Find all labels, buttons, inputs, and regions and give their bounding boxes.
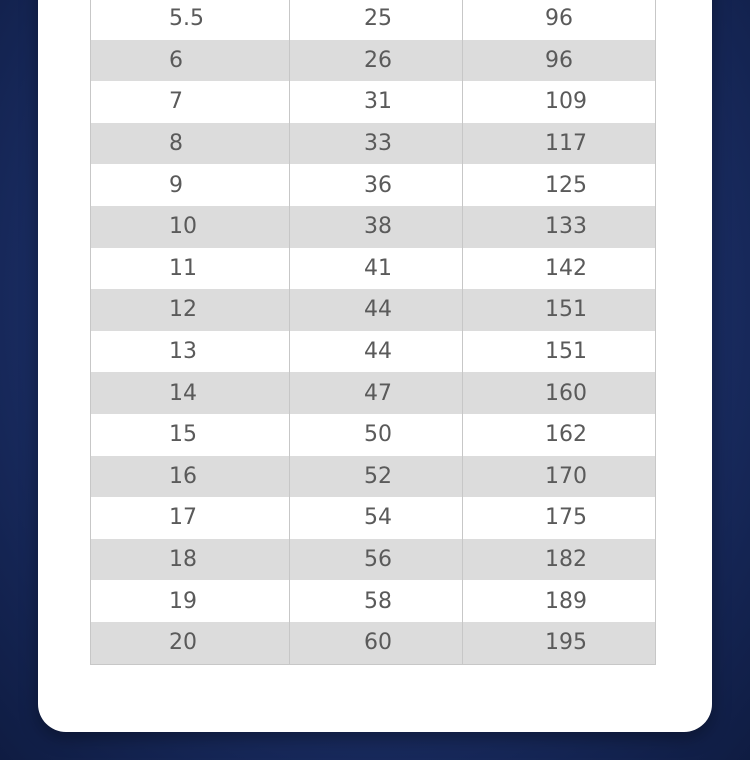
table-row — [91, 622, 656, 664]
table-cell: 125 — [463, 164, 656, 206]
table-cell: 20 — [91, 622, 290, 664]
table-cell: 12 — [91, 289, 290, 331]
table-cell: 5.5 — [91, 0, 290, 40]
table-cell: 133 — [463, 206, 656, 248]
table-cell: 9 — [91, 164, 290, 206]
table-cell: 19 — [91, 580, 290, 622]
table-cell: 41 — [290, 248, 463, 290]
table-row — [91, 164, 656, 206]
table-cell: 56 — [290, 539, 463, 581]
table-row — [91, 81, 656, 123]
table-row — [91, 372, 656, 414]
table-cell: 13 — [91, 331, 290, 373]
table-cell: 44 — [290, 331, 463, 373]
table-row — [91, 123, 656, 165]
table-cell: 162 — [463, 414, 656, 456]
table-cell: 44 — [290, 289, 463, 331]
table-cell: 11 — [91, 248, 290, 290]
table-cell: 15 — [91, 414, 290, 456]
table-cell: 195 — [463, 622, 656, 664]
table-cell: 60 — [290, 622, 463, 664]
table-row — [91, 497, 656, 539]
table-row — [91, 539, 656, 581]
table-cell: 109 — [463, 81, 656, 123]
table-cell: 142 — [463, 248, 656, 290]
table-row — [91, 580, 656, 622]
table-cell: 25 — [290, 0, 463, 40]
table-row — [91, 40, 656, 82]
table-cell: 26 — [290, 40, 463, 82]
table-cell: 117 — [463, 123, 656, 165]
table-cell: 96 — [463, 40, 656, 82]
table-cell: 160 — [463, 372, 656, 414]
table-cell: 38 — [290, 206, 463, 248]
size-table — [90, 0, 656, 665]
table-cell: 58 — [290, 580, 463, 622]
table-cell: 17 — [91, 497, 290, 539]
table-cell: 170 — [463, 456, 656, 498]
table-cell: 47 — [290, 372, 463, 414]
table-cell: 151 — [463, 289, 656, 331]
table-row — [91, 331, 656, 373]
table-row — [91, 0, 656, 40]
table-cell: 8 — [91, 123, 290, 165]
table-cell: 6 — [91, 40, 290, 82]
table-cell: 36 — [290, 164, 463, 206]
size-table-body — [91, 0, 656, 664]
table-cell: 52 — [290, 456, 463, 498]
table-row — [91, 206, 656, 248]
table-row — [91, 414, 656, 456]
table-cell: 151 — [463, 331, 656, 373]
table-cell: 14 — [91, 372, 290, 414]
table-cell: 189 — [463, 580, 656, 622]
table-cell: 16 — [91, 456, 290, 498]
table-cell: 7 — [91, 81, 290, 123]
table-cell: 54 — [290, 497, 463, 539]
table-cell: 50 — [290, 414, 463, 456]
table-row — [91, 248, 656, 290]
table-row — [91, 289, 656, 331]
table-cell: 33 — [290, 123, 463, 165]
table-cell: 175 — [463, 497, 656, 539]
table-cell: 10 — [91, 206, 290, 248]
table-cell: 96 — [463, 0, 656, 40]
table-cell: 18 — [91, 539, 290, 581]
table-cell: 182 — [463, 539, 656, 581]
table-row — [91, 456, 656, 498]
table-cell: 31 — [290, 81, 463, 123]
